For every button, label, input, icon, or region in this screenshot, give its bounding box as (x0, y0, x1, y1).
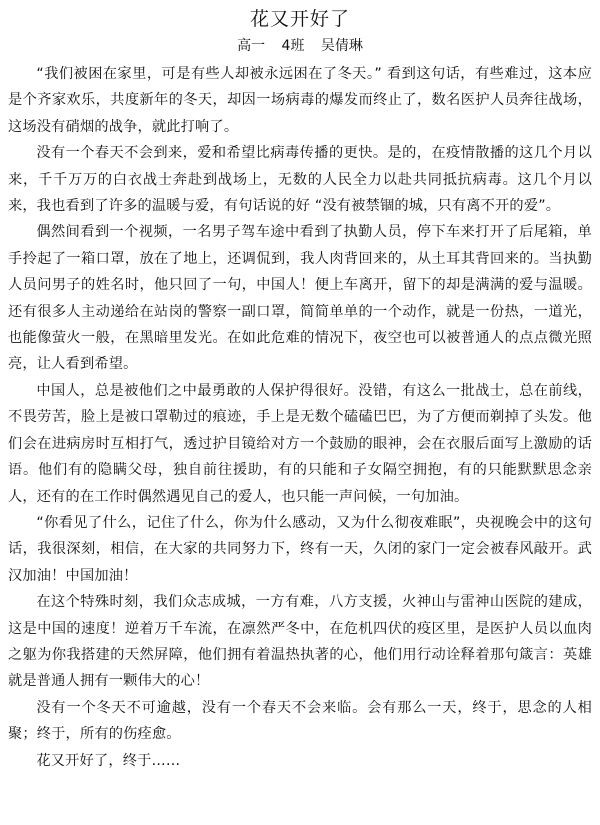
paragraph: 花又开好了，终于…… (36, 752, 181, 769)
paragraph: 偶然间看到一个视频，一名男子驾车途中看到了执勤人员，停下车来打开了后尾箱，单手拎起了一箱口罩，放在了地上，还调侃到，我人肉背回来的，从土耳其背回来的。当执勤人员问男子的姓名时，他只回了一句，中国人！便上车离开，留下的却是满满的爱与温暖。还有很多人主动递给在站岗的警察一副口罩，简简单单的一个动作，就是一份热，一道光，也能像萤火一般，在黑暗里发光。在如此危难的情况下，夜空也可以被普通人的点点微光照亮，让人看到希望。 (8, 224, 592, 373)
paragraph: “我们被困在家里，可是有些人却被永远困在了冬天。” 看到这句话，有些难过，这本应是个齐家欢乐，共度新年的冬天，却因一场病毒的爆发而终止了，数名医护人员奔往战场，这场没有硝烟的战争，就此打响了。 (8, 66, 592, 135)
essay-title: 花又开好了 (249, 8, 350, 30)
grade-label: 高一 (237, 38, 266, 54)
paragraph: “你看见了什么，记住了什么，你为什么感动，又为什么彻夜难眠”，央视晚会中的这句话，我很深刻，相信，在大家的共同努力下，终有一天，久闭的家门一定会被春风敲开。武汉加油！中国加油！ (8, 514, 592, 584)
paragraph: 中国人，总是被他们之中最勇敢的人保护得很好。没错，有这么一批战士，总在前线，不畏劳苦，脸上是被口罩勒过的痕迹，手上是无数个磕磕巴巴，为了方便而剃掉了头发。他们会在进病房时互相打气，透过护目镜给对方一个鼓励的眼神，会在衣服后面写上激励的话语。他们有的隐瞒父母，独自前往援助，有的只能和子女隔空拥抱，有的只能默默思念亲人，还有的在工作时偶然遇见自己的爱人，也只能一声问候，一句加油。 (8, 382, 592, 505)
paragraph: 在这个特殊时刻，我们众志成城，一方有难，八方支援，火神山与雷神山医院的建成，这是中国的速度！逆着万千车流，在凛然严冬中，在危机四伏的疫区里，是医护人员以血肉之躯为你我搭建的天然屏障，他们拥有着温热执著的心，他们用行动诠释着那句箴言：英雄就是普通人拥有一颗伟大的心！ (8, 594, 592, 690)
paragraph: 没有一个冬天不可逾越，没有一个春天不会来临。会有那么一天，终于，思念的人相聚；终于，所有的伤痊愈。 (8, 699, 592, 743)
class-label: 4班 (281, 38, 305, 54)
paragraph: 没有一个春天不会到来，爱和希望比病毒传播的更快。是的，在疫情散播的这几个月以来，千千万万的白衣战士奔赴到战场上，无数的人民全力以赴共同抵抗病毒。这几个月以来，我也看到了许多的温暖与爱，有句话说的好 “没有被禁锢的城，只有离不开的爱”。 (8, 145, 592, 215)
author-name: 吴倩琳 (320, 38, 363, 54)
essay-body (8, 61, 592, 774)
author-byline (8, 35, 592, 57)
